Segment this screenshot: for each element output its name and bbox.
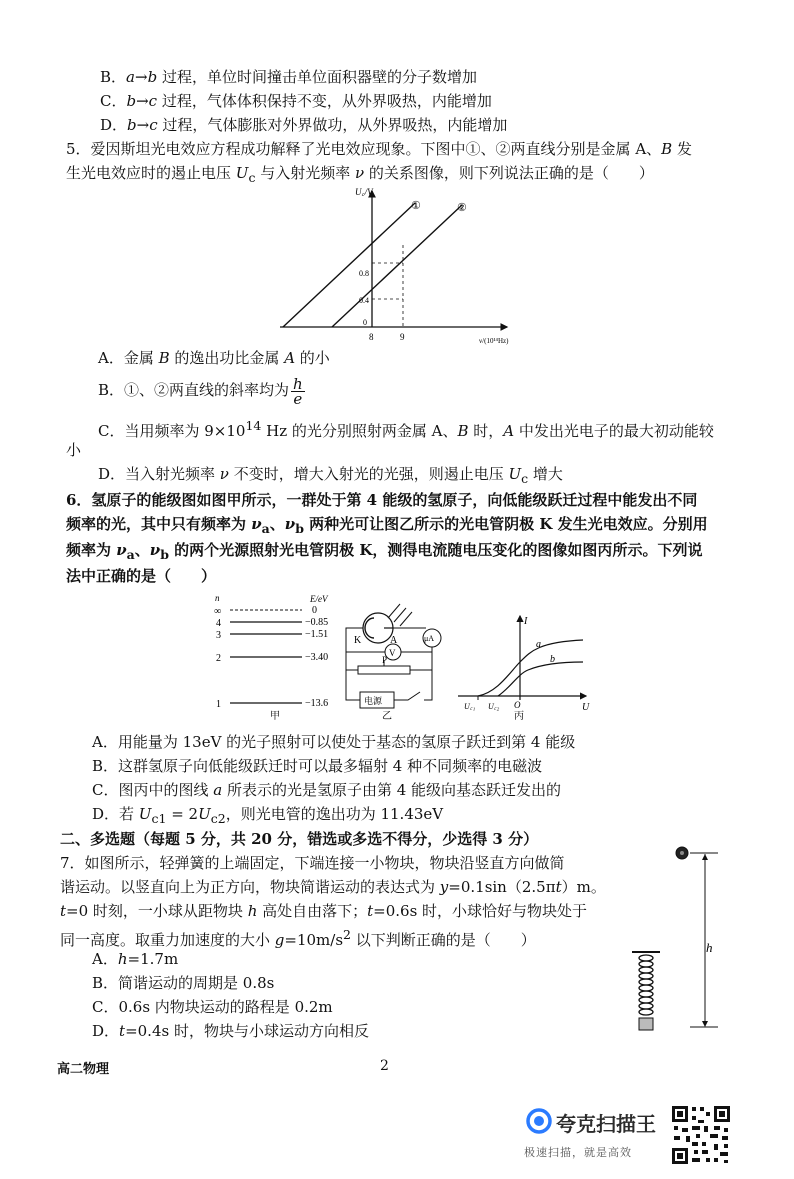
q5-line2-label: ② — [457, 202, 467, 214]
level-1-e: −13.6 — [305, 698, 329, 709]
q5-line1-label: ① — [411, 200, 421, 212]
q5-line-1 — [283, 203, 415, 327]
level-inf-n: ∞ — [214, 606, 222, 617]
iv-b-label: b — [550, 654, 555, 665]
scanner-brand — [522, 1106, 672, 1162]
iv-a-label: a — [536, 639, 541, 650]
level-inf-e: 0 — [312, 605, 317, 616]
label-a: A — [390, 635, 398, 646]
level-1-n: 1 — [216, 699, 221, 710]
label-source: 电源 — [364, 696, 383, 706]
label-k: K — [354, 635, 362, 646]
spring — [639, 955, 653, 1015]
rheostat — [358, 666, 410, 674]
q5-line-2 — [332, 205, 462, 327]
section-2-heading: 二、多选题（每题 5 分，共 20 分，错选或多选不得分，少选得 3 分） — [60, 830, 539, 848]
q6-stem-line2: 频率的光，其中只有频率为 $\nu_a$、$\nu_b$ 两种光可让图乙所示的光电管阴极 K 发生光电效应。分别用 — [66, 515, 708, 536]
level-3-e: −1.51 — [305, 629, 329, 640]
label-p: P — [382, 655, 388, 665]
fig-yi-caption: 乙 — [382, 711, 392, 722]
q7-option-b: B．简谐运动的周期是 0.8s — [92, 974, 275, 992]
fig-jia-caption: 甲 — [270, 711, 280, 722]
qr-code-icon — [670, 1104, 732, 1166]
fig-bing-caption: 丙 — [514, 711, 524, 722]
q5-option-c-line2: 小 — [66, 441, 82, 459]
q5-option-d: D．当入射光频率 ν 不变时，增大入射光的光强，则遏止电压 $U_c$ 增大 — [98, 465, 563, 486]
level-4-n: 4 — [216, 618, 221, 629]
q6-energy-level-diagram — [212, 592, 342, 722]
q7-option-d: D．t=0.4s 时，物块与小球运动方向相反 — [92, 1022, 369, 1040]
q5-stem-line1: 5．爱因斯坦光电效应方程成功解释了光电效应现象。下图中①、②两直线分别是金属 A、B 发 — [66, 140, 692, 158]
q6-iv-graph — [458, 592, 593, 722]
q7-option-a: A．h=1.7m — [92, 950, 179, 968]
iv-u-label: U — [582, 702, 590, 713]
page-number: 2 — [380, 1058, 389, 1074]
q7-spring-figure — [620, 840, 730, 1035]
iv-uc2: U꜀₂ — [488, 702, 500, 711]
level-4-e: −0.85 — [305, 617, 329, 628]
q5-option-b-text: B．①、②两直线的斜率均为 — [98, 381, 290, 399]
iv-i-label: I — [524, 616, 528, 627]
q6-stem-line4: 法中正确的是（ ） — [66, 567, 217, 585]
q6-stem-line1: 6．氢原子的能级图如图甲所示，一群处于第 4 能级的氢原子，向低能级跃迁过程中能发出不同 — [66, 491, 698, 509]
iv-origin: O — [514, 700, 521, 710]
level-n-label: n — [215, 593, 220, 603]
q5-xlabel: ν/(10¹⁴Hz) — [479, 337, 509, 345]
q4-option-d: D．b→c 过程，气体膨胀对外界做功，从外界吸热，内能增加 — [100, 116, 508, 134]
q5-stem-line2: 生光电效应时的遏止电压 $U_c$ 与入射光频率 ν 的关系图像，则下列说法正确的是（ ） — [66, 164, 654, 185]
q7-stem-line3: t=0 时刻，一小球从距物块 h 高处自由落下；t=0.6s 时，小球恰好与物块处于 — [60, 902, 588, 920]
q5-ytick-04: 0.4 — [359, 296, 369, 305]
q6-stem-line3: 频率为 $\nu_a$、$\nu_b$ 的两个光源照射光电管阴极 K，测得电流随电压变化的图像如图丙所示。下列说 — [66, 541, 703, 562]
q7-stem-line1: 7．如图所示，轻弹簧的上端固定，下端连接一小物块，物块沿竖直方向做简 — [60, 854, 565, 872]
q6-option-a: A．用能量为 13eV 的光子照射可以使处于基态的氢原子跃迁到第 4 能级 — [92, 733, 576, 751]
q7-stem-line2: 谐运动。以竖直向上为正方向，物块简谐运动的表达式为 y=0.1sin（2.5πt）m。 — [60, 878, 606, 896]
q7-stem-line4: 同一高度。取重力加速度的大小 $g=10m/s^2$ 以下判断正确的是（ ） — [60, 927, 536, 949]
q4-option-c: C．b→c 过程，气体体积保持不变，从外界吸热，内能增加 — [100, 92, 492, 110]
iv-uc1: U꜀₁ — [464, 702, 476, 711]
block — [639, 1018, 653, 1030]
q5-ytick-0: 0 — [363, 318, 367, 327]
footer-subject: 高二物理 — [57, 1062, 110, 1077]
q5-xtick-8: 8 — [369, 332, 374, 342]
label-v: V — [389, 648, 396, 658]
q5-xtick-9: 9 — [400, 332, 405, 342]
q6-option-c: C．图丙中的图线 a 所表示的光是氢原子由第 4 能级向基态跃迁发出的 — [92, 781, 562, 799]
q6-option-b: B．这群氢原子向低能级跃迁时可以最多辐射 4 种不同频率的电磁波 — [92, 757, 543, 775]
brand-name: 夸克扫描王 — [556, 1112, 656, 1136]
q5-fraction-h-over-e: $\frac{h}{e}$ — [293, 374, 303, 408]
q4-option-b: B．a→b 过程，单位时间撞击单位面积器壁的分子数增加 — [100, 68, 477, 86]
q5-graph — [275, 185, 525, 345]
q5-ytick-08: 0.8 — [359, 269, 369, 278]
q6-option-d: D．若 $U_{c1} = 2U_{c2}$，则光电管的逸出功为 11.43eV — [92, 805, 444, 826]
q5-option-a: A．金属 B 的逸出功比金属 A 的小 — [98, 349, 330, 367]
iv-curve-b — [498, 662, 583, 696]
h-label: h — [706, 940, 713, 955]
level-2-e: −3.40 — [305, 652, 329, 663]
level-2-n: 2 — [216, 653, 221, 664]
q5-ylabel: U꜀/V — [355, 187, 373, 197]
q7-option-c: C．0.6s 内物块运动的路程是 0.2m — [92, 998, 333, 1016]
q6-circuit-diagram — [338, 592, 450, 722]
iv-curve-a — [478, 640, 583, 696]
level-e-label: E/eV — [310, 594, 328, 604]
q5-option-b — [98, 375, 305, 406]
q5-option-c-line1: C．当用频率为 $9\times 10^{14}$ Hz 的光分别照射两金属 A、B 时，A 中发出光电子的最大初动能较 — [98, 418, 714, 440]
brand-slogan: 极速扫描，就是高效 — [524, 1146, 632, 1159]
label-ua: μA — [424, 634, 435, 643]
level-3-n: 3 — [216, 630, 221, 641]
quark-logo-icon — [526, 1108, 552, 1134]
